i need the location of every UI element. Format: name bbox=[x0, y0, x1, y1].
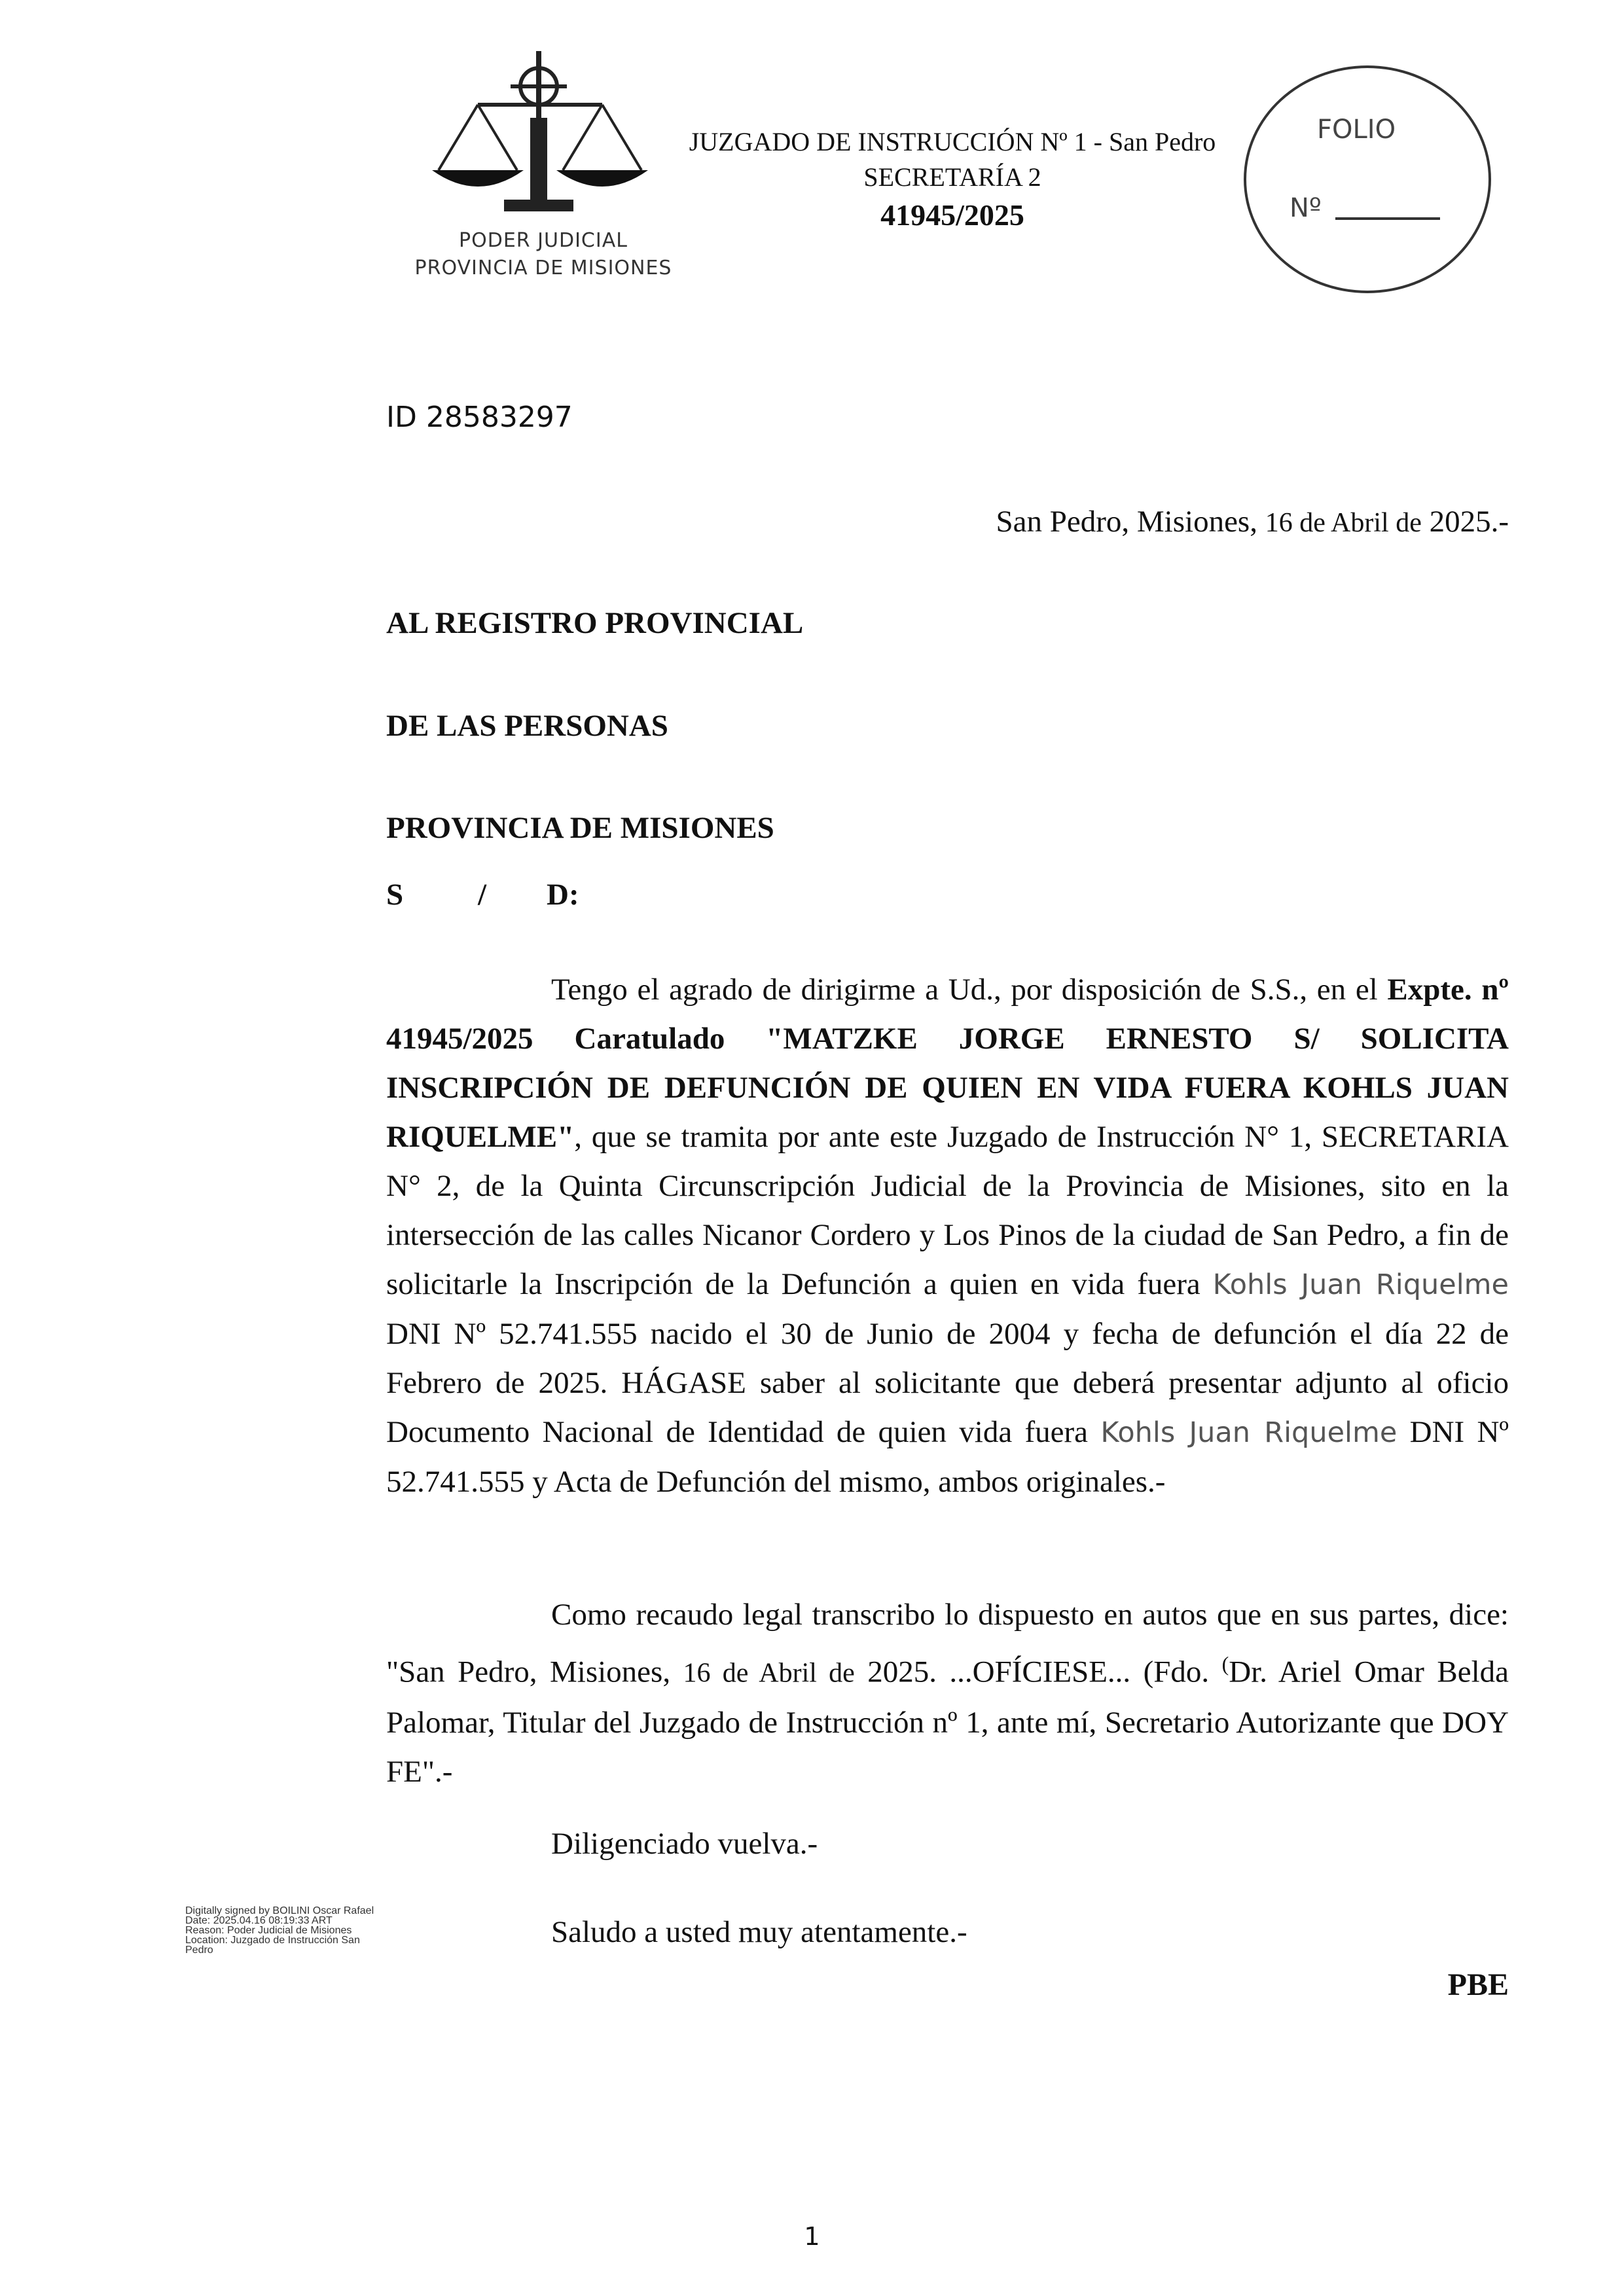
addressee-line-3: PROVINCIA DE MISIONES bbox=[386, 811, 774, 845]
p1-text-1: , que se tramita por ante este Juzgado de Instrucción N° 1, SECRETARIA N° 2, de la Quinta Circunscripción Judicial de la Provincia de Misiones, sito en la intersección de las calles Nicanor Cordero y Los Pinos de la ciudad de San Pedro, a fin de solicitarle la Inscripción de la Defunción a quien en vida fuera bbox=[386, 1120, 1509, 1301]
p2-text-3: Dr. Ariel Omar Belda Palomar, Titular del Juzgado de Instrucción nº 1, ante mí, Secretario Autorizante que DOY FE".- bbox=[386, 1655, 1509, 1789]
signature-line-1: Digitally signed by BOILINI Oscar Rafael bbox=[185, 1905, 374, 1916]
document-id: ID 28583297 bbox=[386, 401, 573, 434]
folio-number-line bbox=[1335, 217, 1440, 220]
p1-case-title: Expte. nº 41945/2025 Caratulado "MATZKE JORGE ERNESTO S/ SOLICITA INSCRIPCIÓN DE DEFUNCIÓN DE QUIEN EN VIDA FUERA KOHLS JUAN RIQUELME" bbox=[386, 973, 1509, 1154]
p1-text-2: DNI Nº 52.741.555 nacido el 30 de Junio de 2004 y fecha de defunción el día 22 de Febrero de 2025. HÁGASE saber al solicitante que deberá presentar adjunto al oficio Documento Nacional de Identidad de quien vida fuera bbox=[386, 1317, 1509, 1449]
document-date bbox=[996, 504, 1509, 539]
sd-s: S bbox=[386, 878, 404, 912]
folio-number-label: Nº bbox=[1290, 193, 1322, 223]
court-name: JUZGADO DE INSTRUCCIÓN Nº 1 - San Pedro bbox=[689, 127, 1216, 156]
digital-signature bbox=[185, 1906, 408, 1955]
p2-date: 16 de Abril de bbox=[683, 1658, 855, 1689]
date-year: 2025.- bbox=[1421, 505, 1509, 539]
court-header bbox=[641, 124, 1263, 236]
scales-of-justice-icon bbox=[406, 39, 681, 229]
folio-ring bbox=[1244, 65, 1491, 293]
secretary-name: SECRETARÍA 2 bbox=[863, 162, 1041, 192]
signature-line-2: Date: 2025.04.16 08:19:33 ART bbox=[185, 1915, 333, 1926]
addressee-line-2: DE LAS PERSONAS bbox=[386, 709, 668, 743]
addressee-sd bbox=[386, 877, 579, 912]
signature-line-3: Reason: Poder Judicial de Misiones bbox=[185, 1925, 352, 1936]
p1-name-2: Kohls Juan Riquelme bbox=[1100, 1416, 1398, 1449]
body-paragraph-1 bbox=[386, 965, 1509, 1507]
body-paragraph-2 bbox=[386, 1590, 1509, 1797]
p1-intro: Tengo el agrado de dirigirme a Ud., por disposición de S.S., en el bbox=[551, 973, 1388, 1007]
folio-stamp bbox=[1244, 65, 1492, 295]
closing-line-1: Diligenciado vuelva.- bbox=[551, 1827, 818, 1861]
court-logo bbox=[406, 39, 681, 288]
addressee-line-1: AL REGISTRO PROVINCIAL bbox=[386, 606, 804, 640]
p2-mark: ( bbox=[1221, 1652, 1229, 1676]
p2-text-1: Como recaudo legal transcribo lo dispuesto en autos que en sus partes, dice: "San Pedro, Misiones, bbox=[386, 1598, 1509, 1689]
signature-line-4: Location: Juzgado de Instrucción San bbox=[185, 1935, 360, 1946]
page-number: 1 bbox=[804, 2222, 820, 2251]
signature-line-5: Pedro bbox=[185, 1945, 213, 1956]
p2-text-2: 2025. ...OFÍCIESE... (Fdo. bbox=[854, 1655, 1222, 1689]
initials: PBE bbox=[1447, 1967, 1509, 2002]
sd-slash: / bbox=[478, 878, 487, 912]
date-place: San Pedro, Misiones, bbox=[996, 505, 1265, 539]
p1-text-3: DNI Nº 52.741.555 y Acta de Defunción del mismo, ambos originales.- bbox=[386, 1415, 1509, 1499]
p1-name-1: Kohls Juan Riquelme bbox=[1212, 1268, 1509, 1301]
date-day-month: 16 de Abril de bbox=[1265, 508, 1422, 538]
logo-line-1: PODER JUDICIAL bbox=[459, 229, 628, 252]
file-number: 41945/2025 bbox=[880, 198, 1024, 232]
folio-title: FOLIO bbox=[1317, 115, 1396, 145]
sd-d: D: bbox=[547, 878, 579, 912]
closing-line-2: Saludo a usted muy atentamente.- bbox=[551, 1915, 967, 1949]
logo-line-2: PROVINCIA DE MISIONES bbox=[414, 257, 672, 279]
